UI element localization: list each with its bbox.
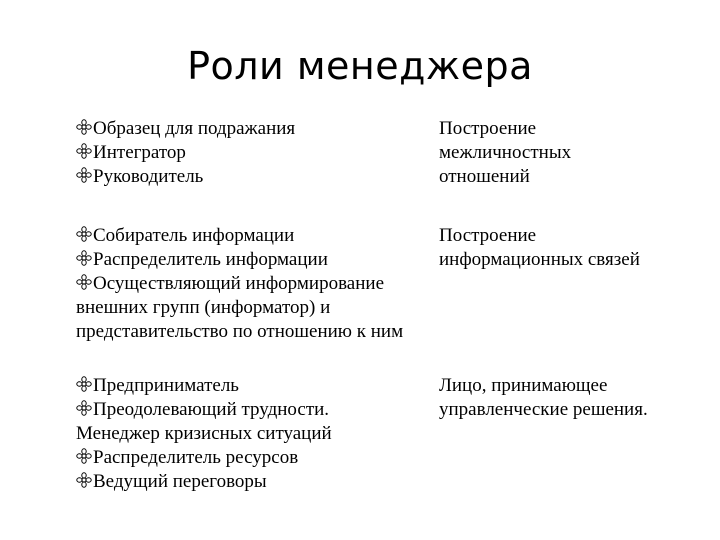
list-item: Преодолевающий трудности. bbox=[76, 398, 436, 422]
flower-bullet-icon bbox=[76, 167, 93, 184]
category-line: межличностных bbox=[439, 142, 572, 163]
category-interpersonal bbox=[439, 117, 709, 189]
list-item: Образец для подражания bbox=[76, 117, 436, 141]
flower-bullet-icon bbox=[76, 119, 93, 136]
list-item: Предприниматель bbox=[76, 374, 436, 398]
list-item: Руководитель bbox=[76, 165, 436, 189]
list-item-continuation: внешних групп (информатор) и bbox=[76, 297, 331, 318]
flower-bullet-icon bbox=[76, 143, 93, 160]
list-item-continuation: Менеджер кризисных ситуаций bbox=[76, 423, 332, 444]
category-line: Построение bbox=[439, 225, 537, 246]
roles-list-interpersonal bbox=[76, 117, 436, 189]
flower-bullet-icon bbox=[76, 226, 93, 243]
page-title: Роли менеджера bbox=[187, 44, 533, 88]
category-informational bbox=[439, 224, 709, 272]
category-line: информационных связей bbox=[439, 249, 640, 270]
list-item: Осуществляющий информирование bbox=[76, 272, 436, 296]
list-item-continuation: представительство по отношению к ним bbox=[76, 321, 404, 342]
list-item: Ведущий переговоры bbox=[76, 470, 436, 494]
flower-bullet-icon bbox=[76, 250, 93, 267]
flower-bullet-icon bbox=[76, 400, 93, 417]
category-line: Построение bbox=[439, 118, 537, 139]
roles-list-informational bbox=[76, 224, 436, 344]
list-item: Распределитель информации bbox=[76, 248, 436, 272]
list-item: Распределитель ресурсов bbox=[76, 446, 436, 470]
category-line: управленческие решения. bbox=[439, 399, 648, 420]
flower-bullet-icon bbox=[76, 274, 93, 291]
category-line: Лицо, принимающее bbox=[439, 375, 608, 396]
category-line: отношений bbox=[439, 166, 530, 187]
flower-bullet-icon bbox=[76, 376, 93, 393]
roles-list-decisional bbox=[76, 374, 436, 494]
list-item: Собиратель информации bbox=[76, 224, 436, 248]
category-decisional bbox=[439, 374, 709, 422]
flower-bullet-icon bbox=[76, 448, 93, 465]
flower-bullet-icon bbox=[76, 472, 93, 489]
list-item: Интегратор bbox=[76, 141, 436, 165]
